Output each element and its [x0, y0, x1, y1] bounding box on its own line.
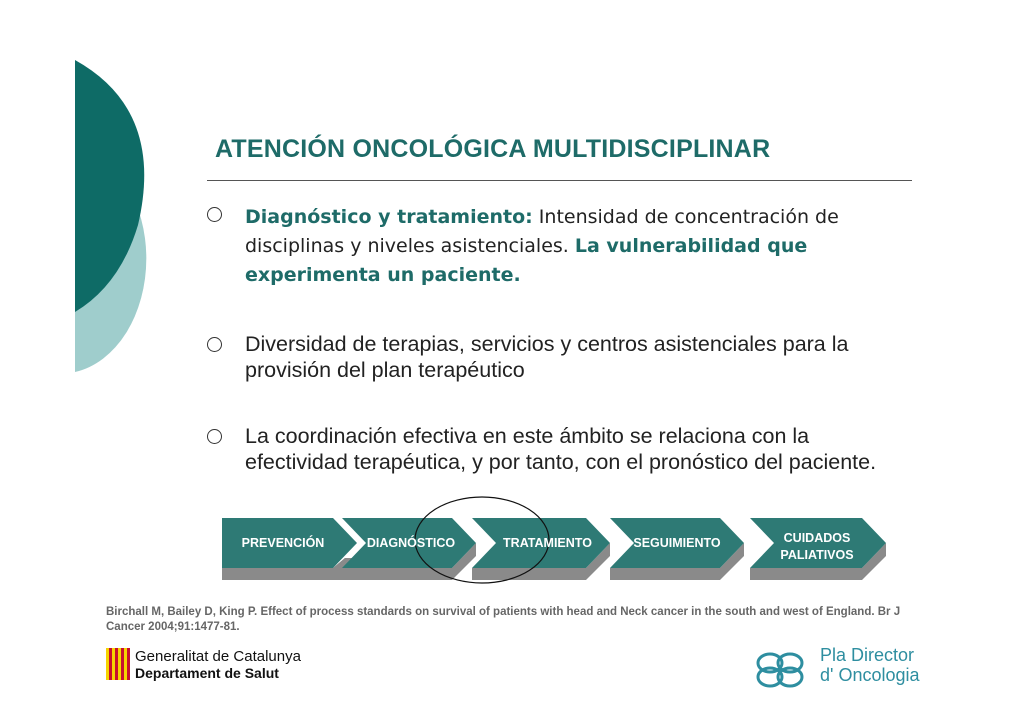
pla-director-title: Pla Director: [820, 645, 915, 665]
bullet-text-3: La coordinación efectiva en este ámbito se relaciona con la efectividad terapéutica, y por tanto, con el pronóstico del paciente.: [245, 424, 877, 474]
slide-title: ATENCIÓN ONCOLÓGICA MULTIDISCIPLINAR: [215, 135, 771, 163]
generalitat-flag-icon: [106, 648, 130, 680]
department-name: Departament de Salut: [135, 665, 279, 681]
step-label-cuidados-paliativos: CUIDADOS PALIATIVOS: [780, 531, 854, 562]
pla-director-subtitle: d' Oncologia: [820, 665, 920, 685]
bibliographic-reference: Birchall M, Bailey D, King P. Effect of process standards on survival of patients with head and Neck cancer in the south and west of England. Br J Cancer 2004;91:1477-81.: [106, 606, 901, 633]
step-label-prevencion: PREVENCIÓN: [241, 536, 325, 550]
bullet-1-emphasis: La vulnerabilidad que experimenta un paciente.: [245, 235, 808, 286]
step-label-diagnostico: DIAGNÓSTICO: [366, 536, 456, 550]
pla-director-logo-icon: [752, 645, 814, 693]
step-label-tratamiento: TRATAMIENTO: [503, 536, 592, 550]
bullet-1-lead: Diagnóstico y tratamiento:: [245, 206, 533, 228]
generalitat-name: Generalitat de Catalunya: [135, 648, 301, 665]
step-label-seguimiento: SEGUIMIENTO: [633, 536, 721, 550]
bullet-text-2: Diversidad de terapias, servicios y centros asistenciales para la provisión del plan terapéutico: [245, 332, 849, 382]
bullet-1-body: Intensidad de concentración de disciplinas y niveles asistenciales.: [245, 206, 839, 257]
